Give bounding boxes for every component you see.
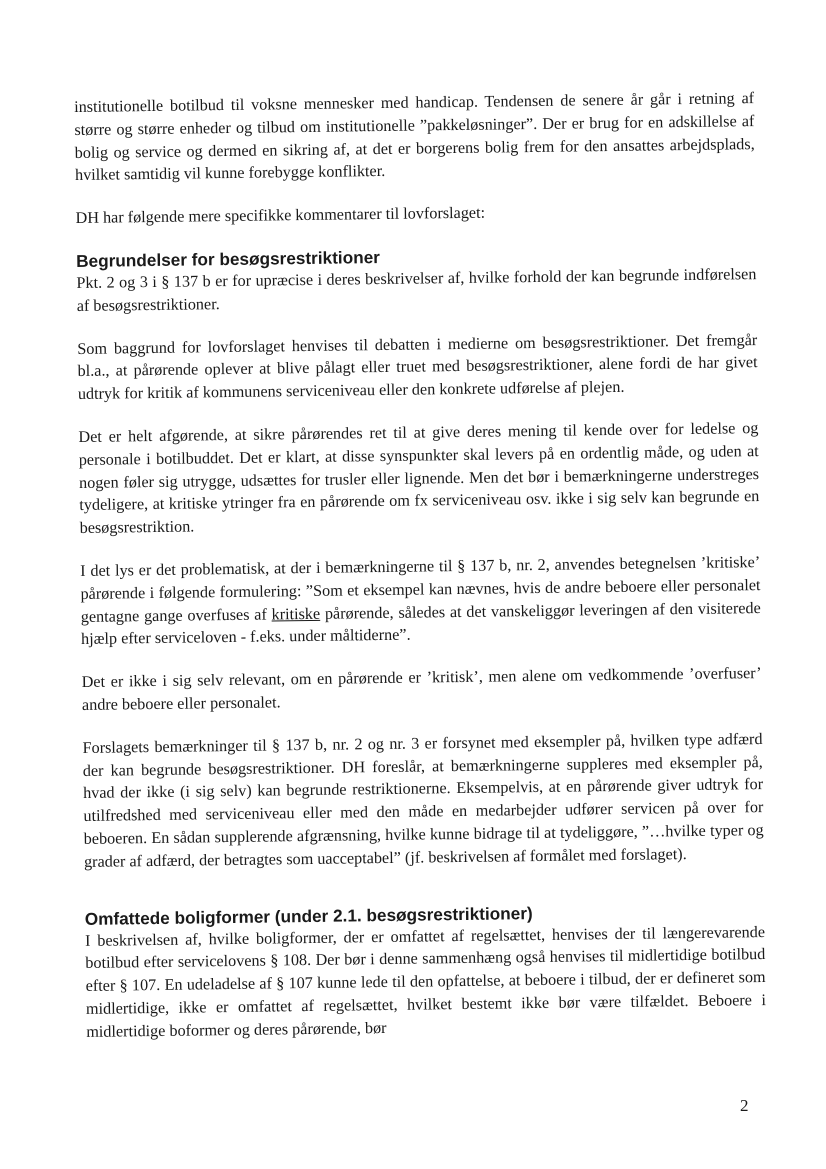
- paragraph-afgoerende: Det er helt afgørende, at sikre pårørendes ret til at give deres mening til kende over for ledelse og personale i botilbuddet. Det er klart, at disse synspunkter skal levers på en ordentlig måde, og uden at nogen føler sig utrygge, udsættes for trusler eller lignende. Men det bør i bemærkningerne understreges tydeligere, at kritiske ytringer fra en pårørende om fx serviceniveau osv. ikke i sig selv kan begrunde en besøgsrestriktion.: [78, 419, 760, 538]
- paragraph-boligformer: I beskrivelsen af, hvilke boligformer, der er omfattet af regelsættet, henvises der til længerevarende botilbud efter servicelovens § 108. Der bør i denne sammenhæng også henvises til midlertidige botilbud efter § 107. En udeladelse af § 107 kunne lede til den opfattelse, at beboere i tilbud, der er defineret som midlertidige, ikke er omfattet af regelsættet, hvilket bestemt ikke bør være tilfældet. Beboere i midlertidige boformer og deres pårørende, bør: [84, 922, 767, 1041]
- paragraph-baggrund: Som baggrund for lovforslaget henvises til debatten i medierne om besøgsrestriktioner. Det fremgår bl.a., at pårørende oplever at blive pålagt eller truet med besøgsrestriktioner, alene fordi de har givet udtryk for kritik af kommunens serviceniveau eller den konkrete udførelse af plejen.: [77, 330, 758, 404]
- underlined-word-kritiske: kritiske: [271, 604, 321, 624]
- paragraph-comments-intro: DH har følgende mere specifikke kommentarer til lovforslaget:: [75, 203, 486, 228]
- section-heading-boligformer: Omfattede boligformer (under 2.1. besøgsrestriktioner): [84, 902, 533, 929]
- page-number: 2: [740, 1096, 749, 1115]
- paragraph-problematisk-part-1: I det lys er det problematisk, at der i bemærkningerne til § 137 b, nr. 2, anvendes betegnelsen ’kritiske’ pårørende i følgende formulering: ”Som et eksempel kan nævnes, hvis de andre beboere eller personalet gentagne gange overfuses af: [80, 553, 761, 626]
- page-body: [74, 87, 766, 1043]
- paragraph-intro: institutionelle botilbud til voksne mennesker med handicap. Tendensen de senere år går i retning af større og større enheder og tilbud om institutionelle ”pakkeløsninger”. Der er brug for en adskillelse af bolig og service og dermed en sikring af, at det er borgerens bolig frem for den ansattes arbejdsplads, hvilket samtidig vil kunne forebygge konflikter.: [74, 89, 755, 185]
- paragraph-problematisk: [80, 551, 761, 651]
- paragraph-problematisk-part-2: pårørende, således at det vanskeliggør leveringen af den visiterede hjælp efter serviceloven - f.eks. under måltiderne”.: [80, 598, 761, 649]
- section-heading-besoegsrestriktioner: Begrundelser for besøgsrestriktioner: [76, 246, 380, 271]
- paragraph-relevans: Det er ikke i sig selv relevant, om en pårørende er ’kritisk’, men alene om vedkommende ’overfuser’ andre beboere eller personalet.: [81, 664, 762, 714]
- paragraph-forslagets-bemaerkninger: Forslagets bemærkninger til § 137 b, nr. 2 og nr. 3 er forsynet med eksempler på, hvilken type adfærd der kan begrunde besøgsrestriktioner. DH foreslår, at bemærkningerne suppleres med eksempler på, hvad der ikke (i sig selv) kan begrunde restriktionerne. Eksempelvis, at en pårørende giver udtryk for utilfredshed med serviceniveau eller med den måde en medarbejder udfører servicen på over for beboeren. En sådan supplerende afgrænsning, hvilke kunne bidrage til at tydeliggøre, ”…hvilke typer og grader af adfærd, der betragtes som uacceptabel” (jf. beskrivelsen af formålet med forslaget).: [82, 729, 764, 871]
- paragraph-pkt-2-og-3: Pkt. 2 og 3 i § 137 b er for upræcise i deres beskrivelser af, hvilke forhold der kan begrunde indførelsen af besøgsrestriktioner.: [76, 265, 757, 315]
